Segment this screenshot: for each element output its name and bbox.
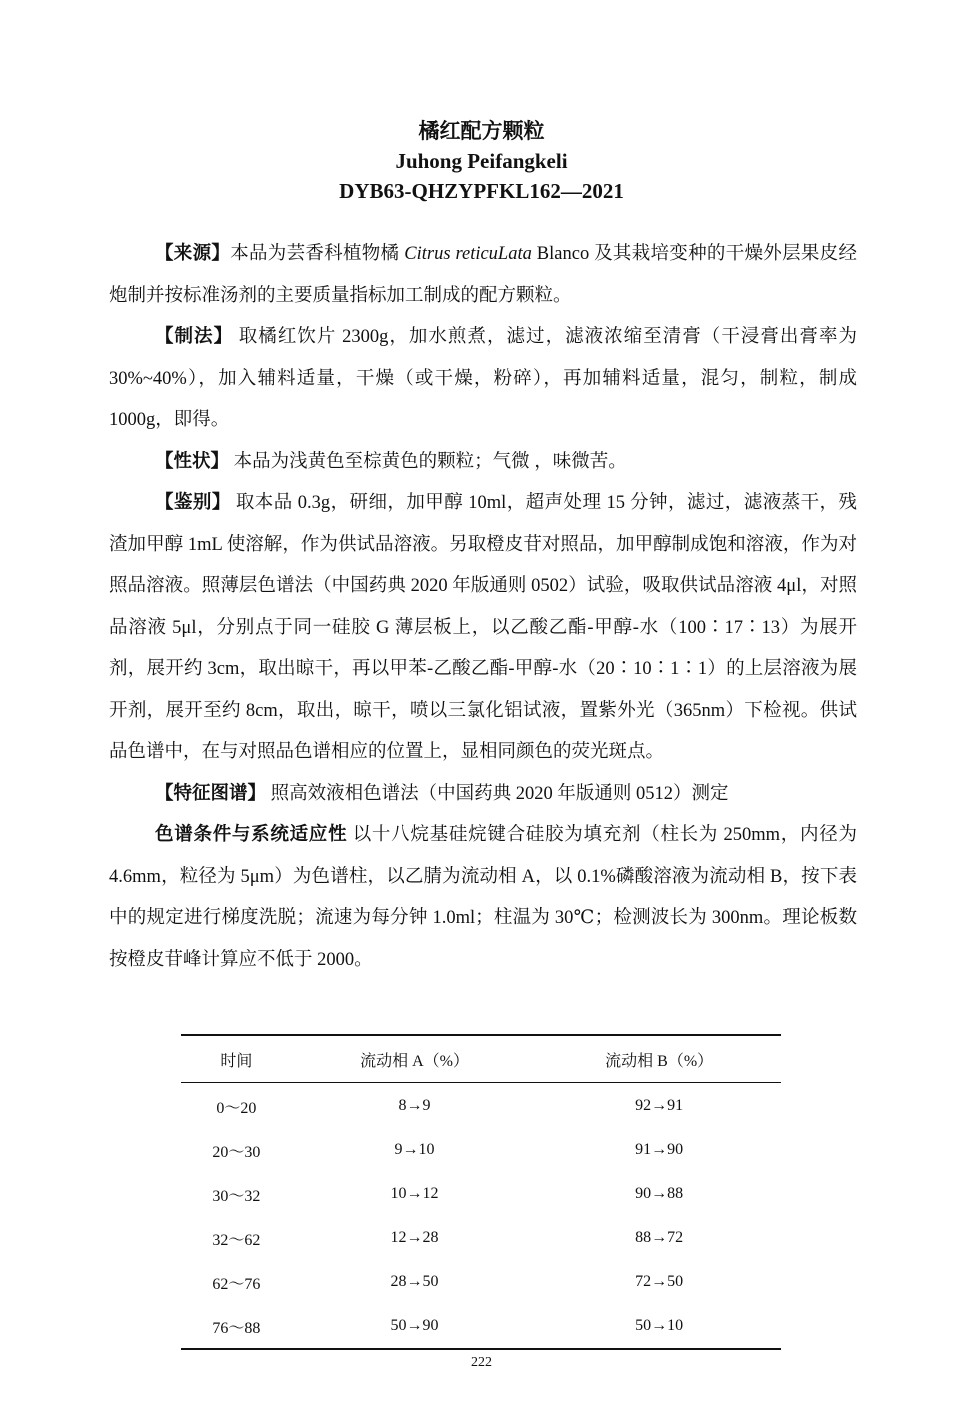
fingerprint-label: 【特征图谱】	[155, 783, 267, 804]
cell-phase-b: 90→88	[635, 1185, 684, 1202]
source-text-1: 本品为芸香科植物橘	[230, 244, 405, 264]
chromatography-paragraph	[109, 815, 857, 981]
cell-phase-b: 91→90	[635, 1141, 684, 1158]
cell-time: 76～88	[212, 1319, 261, 1337]
table-header-row	[181, 1035, 781, 1083]
cell-time: 0～20	[216, 1099, 257, 1117]
identification-text: 取本品 0.3g，研细，加甲醇 10ml，超声处理 15 分钟，滤过，滤液蒸干，残渣加甲醇 1mL 使溶解，作为供试品溶液。另取橙皮苷对照品，加甲醇制成饱和溶液，作为对照品溶液。照薄层色谱法（中国药典 2020 年版通则 0502）试验，吸取供试品溶液 4μl，对照品溶液 5μl，分别点于同一硅胶 G 薄层板上，以乙酸乙酯-甲醇-水（100∶17∶13）为展开剂，展开约 3cm，取出晾干，再以甲苯-乙酸乙酯-甲醇-水（20∶10∶1∶1）的上层溶液为展开剂，展开至约 8cm，取出，晾干，喷以三氯化铝试液，置紫外光（365nm）下检视。供试品色谱中，在与对照品色谱相应的位置上，显相同颜色的荧光斑点。	[109, 493, 857, 762]
fingerprint-text: 照高效液相色谱法（中国药典 2020 年版通则 0512）测定	[266, 783, 729, 804]
cell-phase-a: 8→9	[398, 1097, 431, 1114]
cell-phase-a: 10→12	[390, 1185, 439, 1202]
identification-paragraph	[109, 483, 857, 774]
cell-phase-b: 72→50	[635, 1273, 684, 1290]
character-label: 【性状】	[155, 451, 230, 472]
table-row	[181, 1304, 781, 1349]
body-text	[109, 234, 857, 981]
cell-phase-a: 50→90	[390, 1317, 439, 1334]
header-phase-b: 流动相 B（%）	[605, 1052, 714, 1070]
cell-phase-b: 88→72	[635, 1229, 684, 1246]
source-label: 【来源】	[155, 244, 231, 264]
cell-phase-b: 92→91	[635, 1097, 684, 1114]
standard-code: DYB63-QHZYPFKL162—2021	[339, 179, 624, 203]
cell-phase-a: 12→28	[390, 1229, 439, 1246]
cell-phase-a: 9→10	[394, 1141, 435, 1158]
gradient-table-container	[181, 1034, 781, 1350]
chromatography-text: 以十八烷基硅烷键合硅胶为填充剂（柱长为 250mm，内径为 4.6mm，粒径为 5μm）为色谱柱，以乙腈为流动相 A，以 0.1%磷酸溶液为流动相 B，按下表中的规定进行梯度洗脱；流速为每分钟 1.0ml；柱温为 30℃；检测波长为 300nm。理论板数按橙皮苷峰计算应不低于 2000。	[109, 825, 857, 970]
preparation-text: 取橘红饮片 2300g，加水煎煮，滤过，滤液浓缩至清膏（干浸膏出膏率为 30%~40%），加入辅料适量，干燥（或干燥，粉碎），再加辅料适量，混匀，制粒，制成 1000g，即得。	[109, 327, 857, 430]
preparation-paragraph	[109, 317, 857, 442]
preparation-label: 【制法】	[155, 327, 234, 347]
header-time: 时间	[220, 1052, 253, 1070]
title-block	[0, 116, 963, 206]
table-row	[181, 1216, 781, 1260]
identification-label: 【鉴别】	[155, 493, 231, 513]
character-text: 本品为浅黄色至棕黄色的颗粒；气微 ，味微苦。	[229, 451, 627, 472]
table-row	[181, 1128, 781, 1172]
cell-time: 20～30	[212, 1143, 261, 1161]
character-paragraph	[109, 442, 857, 484]
chromatography-label: 色谱条件与系统适应性	[155, 825, 348, 845]
cell-phase-b: 50→10	[635, 1317, 684, 1334]
cell-time: 32～62	[212, 1231, 261, 1249]
title-chinese: 橘红配方颗粒	[418, 119, 545, 143]
title-pinyin: Juhong Peifangkeli	[395, 149, 568, 173]
latin-name: Citrus reticuLata	[404, 244, 532, 264]
cell-time: 30～32	[212, 1187, 261, 1205]
table-row	[181, 1172, 781, 1216]
table-row	[181, 1083, 781, 1129]
header-phase-a: 流动相 A（%）	[360, 1052, 469, 1070]
source-paragraph	[109, 234, 857, 317]
gradient-table	[181, 1034, 781, 1350]
fingerprint-paragraph	[109, 774, 857, 816]
source-text-2: Blanco 及其栽培变种的干燥外层果皮经炮制并按标准汤剂的主要质量指标加工制成的配方颗粒。	[109, 244, 857, 306]
cell-time: 62～76	[212, 1275, 261, 1293]
page-number: 222	[471, 1355, 492, 1370]
table-row	[181, 1260, 781, 1304]
cell-phase-a: 28→50	[390, 1273, 439, 1290]
